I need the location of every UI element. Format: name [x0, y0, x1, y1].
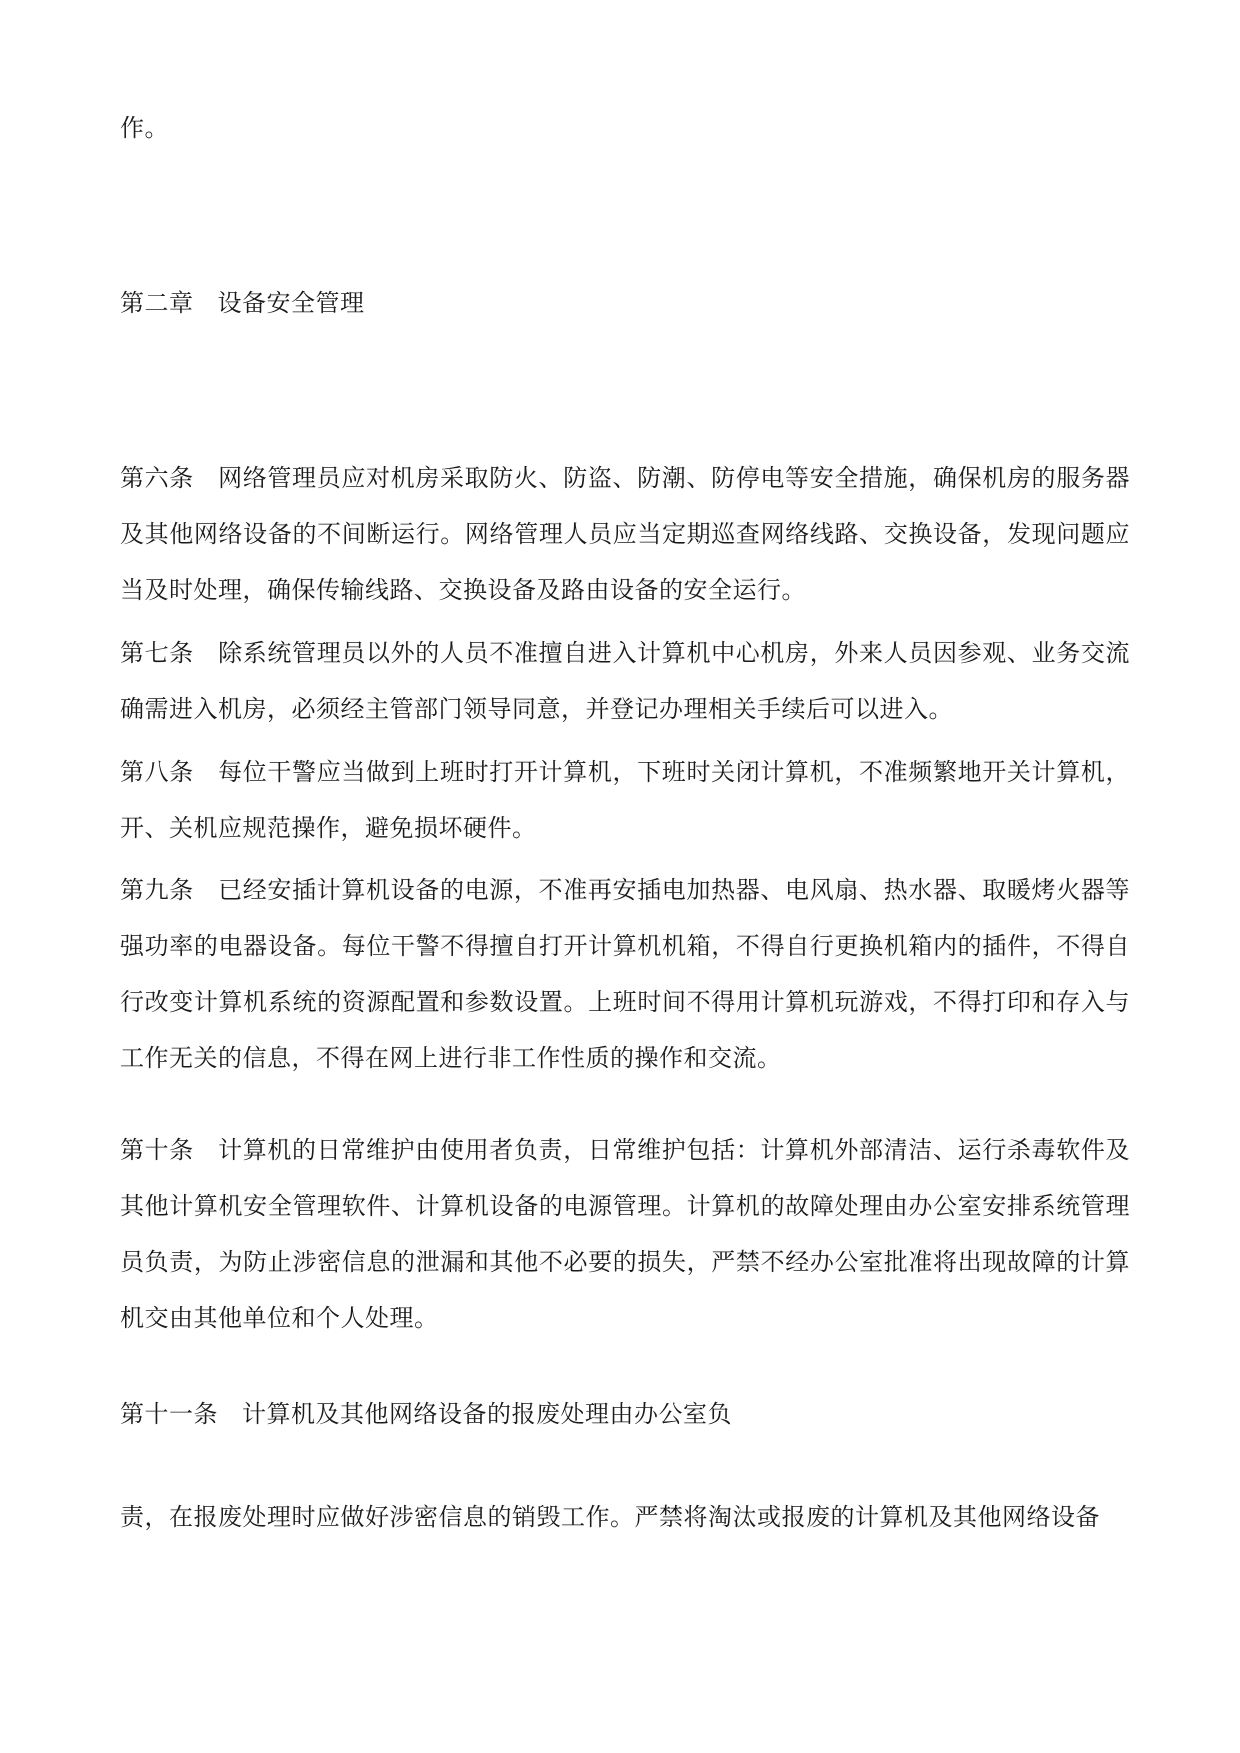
article-number: 第八条: [120, 758, 194, 786]
article-10: [120, 1122, 1130, 1346]
article-text: 除系统管理员以外的人员不准擅自进入计算机中心机房，外来人员因参观、业务交流确需进入机房，必须经主管部门领导同意，并登记办理相关手续后可以进入。: [120, 639, 1131, 723]
continued-text-content: 作。: [120, 114, 169, 142]
article-text: 计算机及其他网络设备的报废处理由办公室负: [242, 1400, 732, 1428]
chapter-title: 设备安全管理: [217, 289, 365, 317]
article-text: 计算机的日常维护由使用者负责，日常维护包括：计算机外部清洁、运行杀毒软件及其他计算机安全管理软件、计算机设备的电源管理。计算机的故障处理由办公室安排系统管理员负责，为防止涉密信息的泄漏和其他不必要的损失，严禁不经办公室批准将出现故障的计算机交由其他单位和个人处理。: [120, 1136, 1131, 1332]
trailing-text: [120, 1489, 1130, 1545]
article-number: 第七条: [120, 639, 194, 667]
article-text: 每位干警应当做到上班时打开计算机，下班时关闭计算机，不准频繁地开关计算机，开、关机应规范操作，避免损坏硬件。: [120, 758, 1131, 842]
article-number: 第十条: [120, 1136, 194, 1164]
article-7: [120, 625, 1130, 737]
article-text: 已经安插计算机设备的电源，不准再安插电加热器、电风扇、热水器、取暖烤火器等强功率的电器设备。每位干警不得擅自打开计算机机箱，不得自行更换机箱内的插件，不得自行改变计算机系统的资源配置和参数设置。上班时间不得用计算机玩游戏，不得打印和存入与工作无关的信息，不得在网上进行非工作性质的操作和交流。: [120, 876, 1131, 1072]
chapter-number: 第二章: [120, 289, 194, 317]
continued-text: [120, 100, 1130, 156]
article-9: [120, 862, 1130, 1086]
trailing-text-content: 责，在报废处理时应做好涉密信息的销毁工作。严禁将淘汰或报废的计算机及其他网络设备: [120, 1503, 1100, 1531]
article-text: 网络管理员应对机房采取防火、防盗、防潮、防停电等安全措施，确保机房的服务器及其他网络设备的不间断运行。网络管理人员应当定期巡查网络线路、交换设备，发现问题应当及时处理，确保传输线路、交换设备及路由设备的安全运行。: [120, 464, 1131, 604]
article-8: [120, 744, 1130, 856]
article-number: 第九条: [120, 876, 194, 904]
article-6: [120, 450, 1130, 618]
chapter-heading: [120, 275, 365, 331]
article-11: [120, 1386, 1130, 1442]
article-number: 第十一条: [120, 1400, 218, 1428]
article-number: 第六条: [120, 464, 194, 492]
